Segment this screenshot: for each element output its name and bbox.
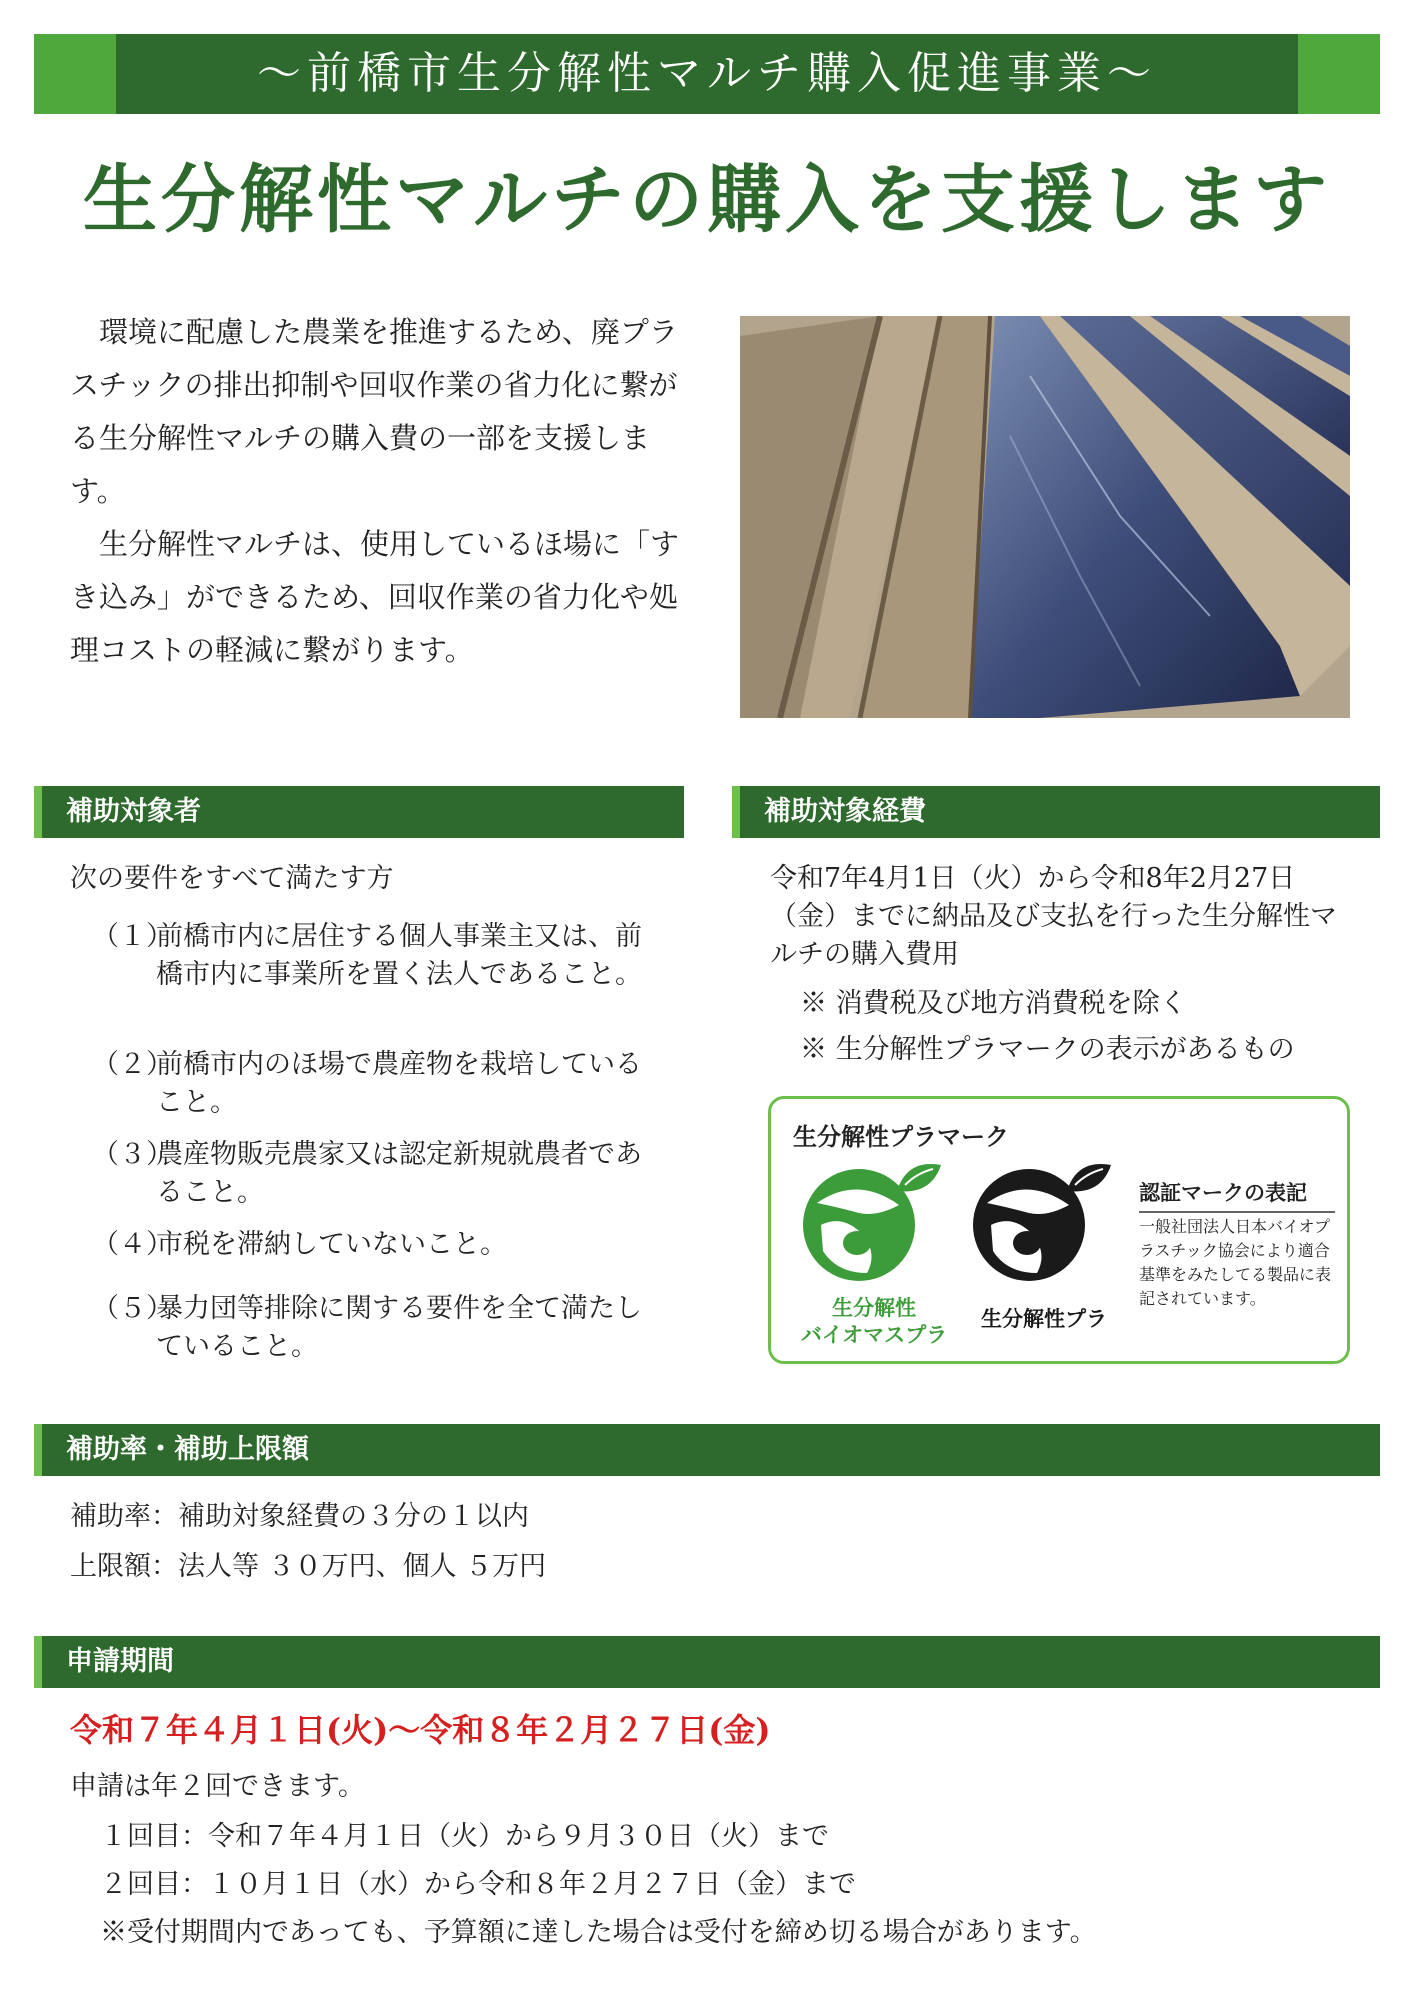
limit-line: 上限額：法人等 ３０万円、個人 ５万円 <box>70 1551 547 1582</box>
green-mark-label-line-1: 生分解性 <box>832 1296 916 1320</box>
green-mark-label <box>781 1295 967 1349</box>
requirement-item-4 <box>92 1226 652 1264</box>
section-header-eligible <box>34 786 684 838</box>
section-title: 補助対象者 <box>66 796 201 827</box>
requirement-item-5 <box>92 1290 652 1366</box>
section-title: 補助率・補助上限額 <box>66 1434 309 1465</box>
budget-cutoff-note: ※受付期間内であっても、予算額に達した場合は受付を締め切る場合があります。 <box>100 1917 1097 1948</box>
header-accent <box>732 786 740 838</box>
requirement-text: 前橋市内に居住する個人事業主又は、前橋市内に事業所を置く法人であること。 <box>156 921 642 990</box>
banner-title: 〜前橋市生分解性マルチ購入促進事業〜 <box>257 48 1157 99</box>
black-mark-label: 生分解性プラ <box>981 1307 1107 1331</box>
application-period-dates: 令和７年４月１日(火)〜令和８年２月２７日(金) <box>70 1711 771 1749</box>
section-title: 補助対象経費 <box>764 796 926 827</box>
requirement-text: 市税を滞納していないこと。 <box>156 1229 507 1260</box>
application-round-1: １回目：令和７年４月１日（火）から９月３０日（火）まで <box>100 1821 829 1852</box>
requirement-number: （５） <box>92 1293 173 1324</box>
intro-paragraph-1: 環境に配慮した農業を推進するため、廃プラスチックの排出抑制や回収作業の省力化に繋がる生分解性マルチの購入費の一部を支援します。 <box>70 315 678 508</box>
intro-paragraph-2: 生分解性マルチは、使用しているほ場に「すき込み」ができるため、回収作業の省力化や処理コストの軽減に繋がります。 <box>70 527 680 667</box>
requirement-item-1 <box>92 918 652 994</box>
expenses-text: 令和7年4月1日（火）から令和8年2月27日（金）までに納品及び支払を行った生分解性マルチの購入費用 <box>770 863 1337 970</box>
header-accent <box>34 1424 42 1476</box>
banner-edge-right <box>1298 34 1380 114</box>
application-count-note: 申請は年２回できます。 <box>70 1771 365 1802</box>
mulch-field-image <box>740 316 1350 718</box>
header-accent <box>34 786 42 838</box>
section-header-rate <box>34 1424 1380 1476</box>
requirement-text: 農産物販売農家又は認定新規就農者であること。 <box>156 1139 642 1208</box>
rate-line: 補助率：補助対象経費の３分の１以内 <box>70 1501 529 1532</box>
top-banner <box>34 34 1380 114</box>
requirement-number: （４） <box>92 1229 173 1260</box>
requirement-number: （３） <box>92 1139 173 1170</box>
expenses-note-1: ※ 消費税及び地方消費税を除く <box>800 988 1187 1019</box>
requirement-text: 暴力団等排除に関する要件を全て満たしていること。 <box>156 1293 642 1362</box>
section-header-period <box>34 1636 1380 1688</box>
mulch-field-photo <box>740 316 1350 718</box>
biodegradable-mark-box <box>768 1096 1350 1364</box>
banner-edge-left <box>34 34 116 114</box>
expenses-note-2: ※ 生分解性プラマークの表示があるもの <box>800 1034 1295 1065</box>
requirement-number: （２） <box>92 1049 173 1080</box>
cert-mark-description: 一般社団法人日本バイオプラスチック協会により適合基準をみたしてる製品に表記されています。 <box>1139 1217 1332 1308</box>
cert-mark-title: 認証マークの表記 <box>1139 1177 1335 1213</box>
black-biodegradable-mark-icon <box>967 1155 1117 1285</box>
requirement-text: 前橋市内のほ場で農産物を栽培していること。 <box>156 1049 642 1118</box>
section-title: 申請期間 <box>66 1646 174 1677</box>
green-biomass-mark-icon <box>797 1155 947 1285</box>
mark-box-title: 生分解性プラマーク <box>793 1123 1009 1151</box>
green-mark-label-line-2: バイオマスプラ <box>800 1323 948 1347</box>
requirement-number: （１） <box>92 921 173 952</box>
header-accent <box>34 1636 42 1688</box>
application-round-2: ２回目：１０月１日（水）から令和８年２月２７日（金）まで <box>100 1869 856 1900</box>
eligible-lead: 次の要件をすべて満たす方 <box>70 863 394 894</box>
requirement-item-3 <box>92 1136 652 1212</box>
section-header-expenses <box>732 786 1380 838</box>
intro-text <box>70 306 680 677</box>
page-title: 生分解性マルチの購入を支援します <box>83 157 1331 243</box>
requirement-item-2 <box>92 1046 652 1122</box>
